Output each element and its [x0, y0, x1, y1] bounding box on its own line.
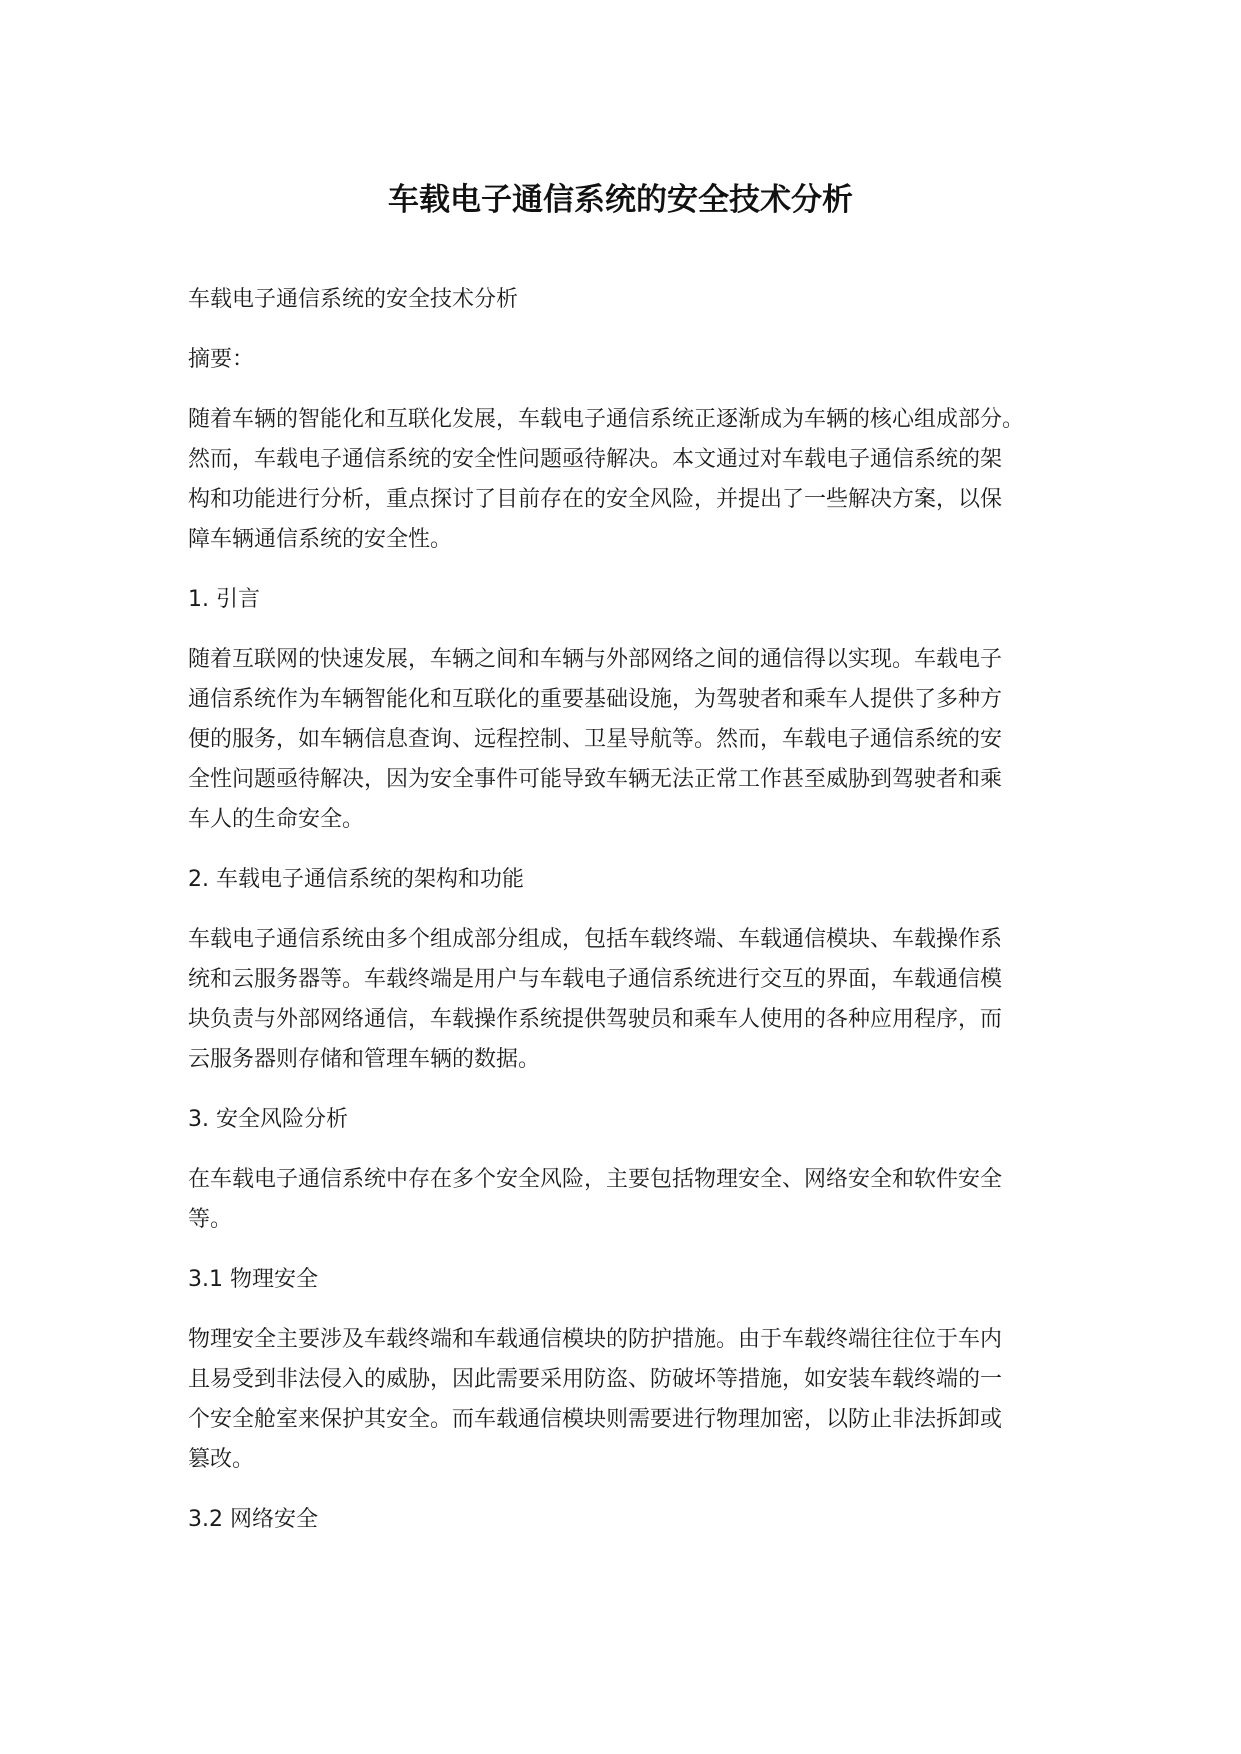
text-line: 在车载电子通信系统中存在多个安全风险，主要包括物理安全、网络安全和软件安全 — [188, 1167, 1003, 1192]
paragraph — [188, 640, 1068, 840]
text-line: 篡改。 — [188, 1447, 255, 1472]
heading-or-line-block — [188, 1500, 1068, 1540]
heading-or-line-block — [188, 280, 1068, 320]
text-line: 块负责与外部网络通信，车载操作系统提供驾驶员和乘车人使用的各种应用程序，而 — [188, 1007, 1003, 1032]
text-line: 3.2 网络安全 — [188, 1507, 318, 1532]
paragraph — [188, 400, 1068, 560]
text-line: 障车辆通信系统的安全性。 — [188, 527, 453, 552]
text-line: 3.1 物理安全 — [188, 1267, 318, 1292]
text-line: 通信系统作为车辆智能化和互联化的重要基础设施，为驾驶者和乘车人提供了多种方 — [188, 687, 1003, 712]
paragraph — [188, 1320, 1068, 1480]
text-line: 车载电子通信系统的安全技术分析 — [188, 287, 519, 312]
document-title: 车载电子通信系统的安全技术分析 — [388, 182, 853, 218]
heading-or-line-block — [188, 580, 1068, 620]
text-line: 且易受到非法侵入的威胁，因此需要采用防盗、防破坏等措施，如安装车载终端的一 — [188, 1367, 1003, 1392]
text-line: 便的服务，如车辆信息查询、远程控制、卫星导航等。然而，车载电子通信系统的安 — [188, 727, 1003, 752]
heading-or-line-block — [188, 1260, 1068, 1300]
paragraph — [188, 920, 1068, 1080]
text-line: 车人的生命安全。 — [188, 807, 365, 832]
heading-or-line-block — [188, 340, 1068, 380]
text-line: 个安全舱室来保护其安全。而车载通信模块则需要进行物理加密，以防止非法拆卸或 — [188, 1407, 1003, 1432]
text-line: 构和功能进行分析，重点探讨了目前存在的安全风险，并提出了一些解决方案，以保 — [188, 487, 1003, 512]
text-line: 物理安全主要涉及车载终端和车载通信模块的防护措施。由于车载终端往往位于车内 — [188, 1327, 1003, 1352]
text-line: 3. 安全风险分析 — [188, 1107, 348, 1132]
text-line: 云服务器则存储和管理车辆的数据。 — [188, 1047, 541, 1072]
paragraph — [188, 1160, 1068, 1240]
heading-or-line-block — [188, 1100, 1068, 1140]
text-line: 随着互联网的快速发展，车辆之间和车辆与外部网络之间的通信得以实现。车载电子 — [188, 647, 1003, 672]
text-line: 等。 — [188, 1207, 233, 1232]
text-line: 全性问题亟待解决，因为安全事件可能导致车辆无法正常工作甚至威胁到驾驶者和乘 — [188, 767, 1003, 792]
text-line: 摘要： — [188, 347, 255, 372]
text-line: 1. 引言 — [188, 587, 260, 612]
text-line: 车载电子通信系统由多个组成部分组成，包括车载终端、车载通信模块、车载操作系 — [188, 927, 1003, 952]
text-line: 然而，车载电子通信系统的安全性问题亟待解决。本文通过对车载电子通信系统的架 — [188, 447, 1003, 472]
text-line: 2. 车载电子通信系统的架构和功能 — [188, 867, 524, 892]
text-line: 统和云服务器等。车载终端是用户与车载电子通信系统进行交互的界面，车载通信模 — [188, 967, 1003, 992]
document-body — [188, 280, 1068, 1560]
text-line: 随着车辆的智能化和互联化发展，车载电子通信系统正逐渐成为车辆的核心组成部分。 — [188, 407, 1025, 432]
heading-or-line-block — [188, 860, 1068, 900]
